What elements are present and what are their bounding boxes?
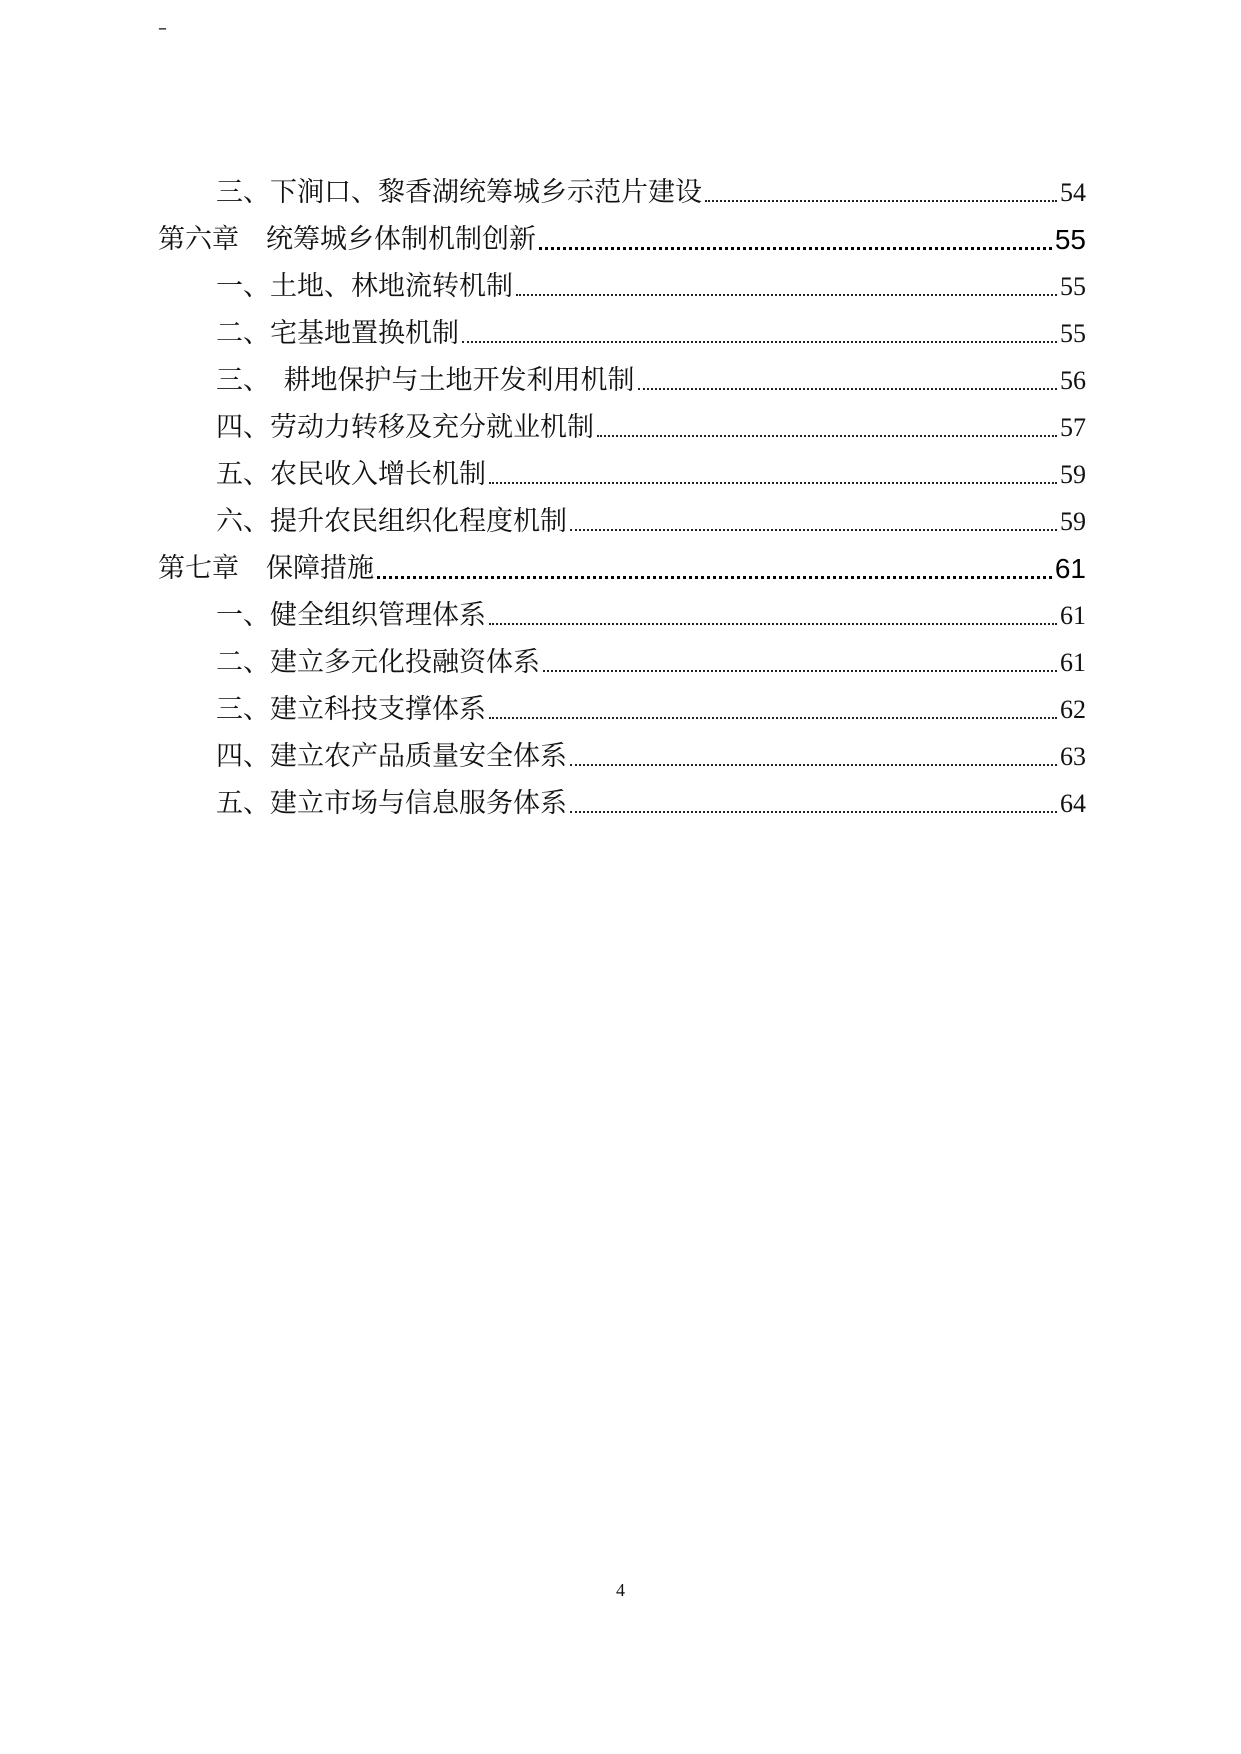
toc-chapter-entry[interactable] [158, 538, 1086, 585]
toc-page-number: 63 [1060, 742, 1086, 771]
toc-dot-leader [539, 246, 1052, 250]
toc-section-entry[interactable] [158, 773, 1086, 820]
toc-dot-leader [462, 340, 1057, 343]
toc-section-entry[interactable] [158, 397, 1086, 444]
toc-section-entry[interactable] [158, 726, 1086, 773]
toc-page-number: 59 [1060, 507, 1086, 536]
toc-dot-leader [489, 716, 1057, 719]
page-number: 4 [616, 1580, 625, 1600]
toc-section-entry[interactable] [158, 632, 1086, 679]
toc-section-entry[interactable] [158, 679, 1086, 726]
toc-entry-title: 一、健全组织管理体系 [216, 600, 486, 631]
toc-page-number: 57 [1060, 413, 1086, 442]
toc-dot-leader [489, 622, 1057, 625]
toc-section-entry[interactable] [158, 303, 1086, 350]
toc-page-number: 61 [1060, 601, 1086, 630]
toc-entry-title: 四、建立农产品质量安全体系 [216, 741, 567, 772]
toc-entry-title: 三、建立科技支撑体系 [216, 694, 486, 725]
toc-chapter-entry[interactable] [158, 209, 1086, 256]
toc-dot-leader [570, 810, 1057, 813]
toc-page-number: 61 [1054, 553, 1086, 584]
toc-page-number: 54 [1060, 178, 1086, 207]
toc-page-number: 64 [1060, 789, 1086, 818]
corner-mark: – [158, 18, 167, 39]
toc-page-number: 55 [1060, 319, 1086, 348]
toc-dot-leader [597, 434, 1057, 437]
toc-entry-title: 六、提升农民组织化程度机制 [216, 506, 567, 537]
toc-section-entry[interactable] [158, 162, 1086, 209]
toc-entry-title: 三、 耕地保护与土地开发利用机制 [216, 365, 635, 396]
toc-dot-leader [516, 293, 1057, 296]
toc-section-entry[interactable] [158, 350, 1086, 397]
toc-entry-title: 一、土地、林地流转机制 [216, 271, 513, 302]
toc-dot-leader [570, 528, 1057, 531]
toc-entry-title: 四、劳动力转移及充分就业机制 [216, 412, 594, 443]
toc-entry-title: 第六章 统筹城乡体制机制创新 [158, 224, 536, 255]
toc-dot-leader [377, 575, 1052, 579]
toc-entry-title: 三、下涧口、黎香湖统筹城乡示范片建设 [216, 177, 702, 208]
toc-page-number: 55 [1060, 272, 1086, 301]
toc-entry-title: 二、建立多元化投融资体系 [216, 647, 540, 678]
toc-dot-leader [638, 387, 1058, 390]
toc-page-number: 59 [1060, 460, 1086, 489]
toc-dot-leader [543, 669, 1057, 672]
toc-page-number: 61 [1060, 648, 1086, 677]
toc-entry-title: 五、农民收入增长机制 [216, 459, 486, 490]
toc-page-number: 55 [1054, 224, 1086, 255]
toc-section-entry[interactable] [158, 256, 1086, 303]
toc-entry-title: 二、宅基地置换机制 [216, 318, 459, 349]
toc-section-entry[interactable] [158, 585, 1086, 632]
toc-dot-leader [705, 199, 1057, 202]
table-of-contents [158, 162, 1086, 820]
toc-entry-title: 五、建立市场与信息服务体系 [216, 788, 567, 819]
toc-entry-title: 第七章 保障措施 [158, 553, 374, 584]
toc-section-entry[interactable] [158, 491, 1086, 538]
toc-dot-leader [570, 763, 1057, 766]
toc-page-number: 56 [1060, 366, 1086, 395]
toc-page-number: 62 [1060, 695, 1086, 724]
toc-section-entry[interactable] [158, 444, 1086, 491]
toc-dot-leader [489, 481, 1057, 484]
